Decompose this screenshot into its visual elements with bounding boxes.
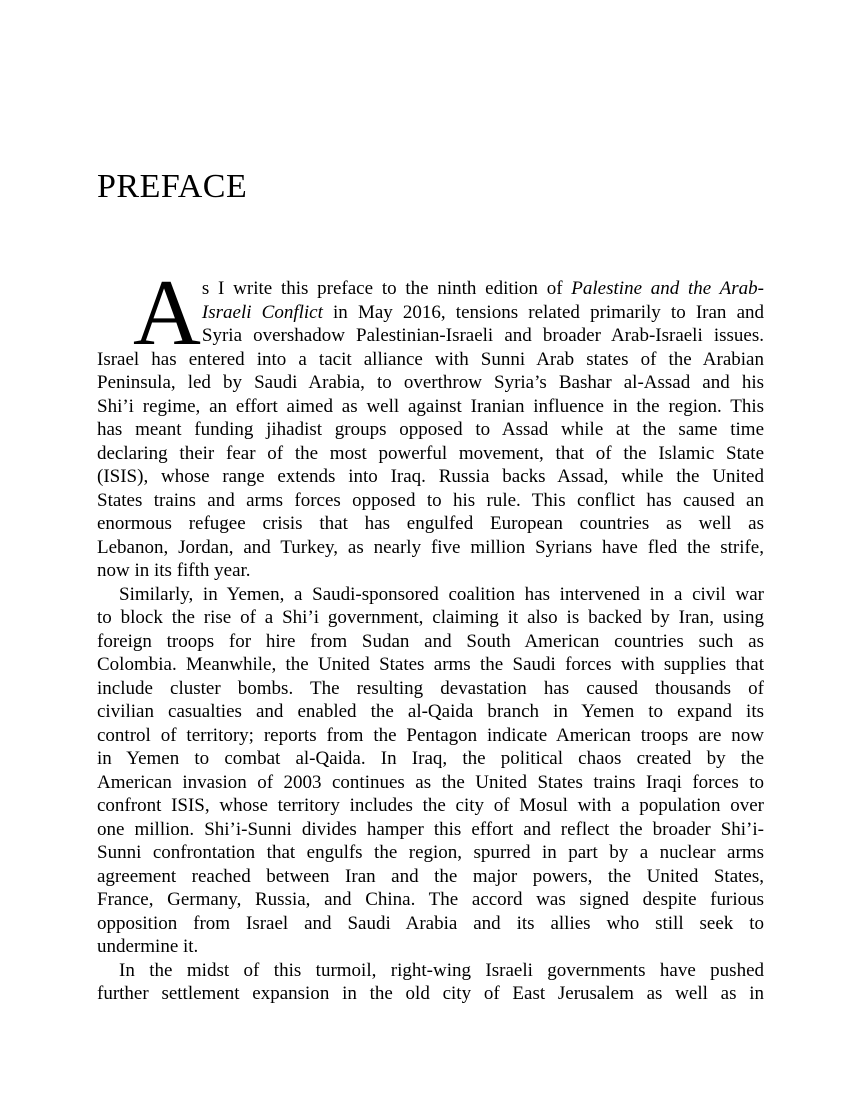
text-line [97,700,764,724]
text-line [97,747,764,771]
text-line [97,794,764,818]
text-line [97,818,764,842]
text-line [97,935,764,959]
text-line [97,888,764,912]
text-line [97,606,764,630]
text-segment: opposition from Israel and Saudi Arabia and its allies who still seek to [97,912,764,934]
paragraph [97,583,764,959]
text-segment: American invasion of 2003 continues as the United States trains Iraqi forces to [97,771,764,793]
text-segment: France, Germany, Russia, and China. The accord was signed despite furious [97,889,764,910]
text-segment: (ISIS), whose range extends into Iraq. Russia backs Assad, while the United [97,466,764,487]
text-segment: Shi’i regime, an effort aimed as well against Iranian influence in the region. This [97,395,764,417]
text-segment: States trains and arms forces opposed to his rule. This conflict has caused an [97,489,764,511]
text-segment: in Yemen to combat al-Qaida. In Iraq, the political chaos created by the [97,748,764,769]
text-segment: enormous refugee crisis that has engulfed European countries as well as [97,513,764,534]
page-content [97,170,764,1006]
text-line [97,489,764,513]
text-line [97,982,764,1006]
text-segment: has meant funding jihadist groups opposed to Assad while at the same time [97,419,764,440]
text-segment: to block the rise of a Shi’i government, claiming it also is backed by Iran, using [97,607,764,628]
text-line [97,865,764,889]
italic-text-segment: Israeli Conflict [201,301,323,323]
text-line [97,395,764,419]
text-line [97,912,764,936]
text-segment: confront ISIS, whose territory includes the city of Mosul with a population over [97,795,764,816]
text-segment: Syria overshadow Palestinian-Israeli and broader Arab-Israeli issues. [201,325,764,346]
text-line [97,630,764,654]
text-segment: Colombia. Meanwhile, the United States arms the Saudi forces with supplies that [97,654,764,675]
text-line [97,677,764,701]
text-segment: in May 2016, tensions related primarily to Iran and [322,301,765,323]
text-line [97,653,764,677]
body-text [97,261,765,1006]
text-segment: Israel has entered into a tacit alliance with Sunni Arab states of the Arabian [97,348,764,370]
paragraph [97,261,765,583]
text-segment: Lebanon, Jordan, and Turkey, as nearly five million Syrians have fled the strife, [97,536,764,558]
text-segment: now in its fifth year. [97,560,251,581]
text-line [97,959,764,983]
text-segment: Similarly, in Yemen, a Saudi-sponsored coalition has intervened in a civil war [119,583,764,605]
text-line [97,442,764,466]
chapter-heading: PREFACE [97,168,248,205]
text-segment: Sunni confrontation that engulfs the region, spurred in part by a nuclear arms [97,842,764,863]
text-segment: include cluster bombs. The resulting devastation has caused thousands of [97,677,764,699]
italic-text-segment: Palestine and the Arab- [571,278,764,299]
text-segment: agreement reached between Iran and the major powers, the United States, [97,865,764,887]
text-segment: undermine it. [97,936,199,957]
text-line [97,348,764,372]
drop-cap-letter: A [133,261,201,365]
text-line [97,841,764,865]
text-line [97,583,764,607]
text-line [97,724,764,748]
text-segment: In the midst of this turmoil, right-wing Israeli governments have pushed [119,959,764,981]
text-line [97,559,764,583]
text-line [97,771,764,795]
text-line [97,465,764,489]
text-segment: foreign troops for hire from Sudan and South American countries such as [97,630,764,652]
text-line [97,418,764,442]
text-segment: one million. Shi’i-Sunni divides hamper this effort and reflect the broader Shi’i- [97,818,764,840]
text-segment: control of territory; reports from the Pentagon indicate American troops are now [97,724,764,746]
paragraph [97,959,764,1006]
text-line [97,512,764,536]
text-segment: Peninsula, led by Saudi Arabia, to overthrow Syria’s Bashar al-Assad and his [97,372,764,393]
text-segment: declaring their fear of the most powerful movement, that of the Islamic State [97,442,764,464]
text-segment: further settlement expansion in the old city of East Jerusalem as well as in [97,983,764,1004]
text-segment: s I write this preface to the ninth edition of [201,278,572,299]
text-line [97,371,764,395]
text-line [97,536,764,560]
text-segment: civilian casualties and enabled the al-Qaida branch in Yemen to expand its [97,701,764,722]
